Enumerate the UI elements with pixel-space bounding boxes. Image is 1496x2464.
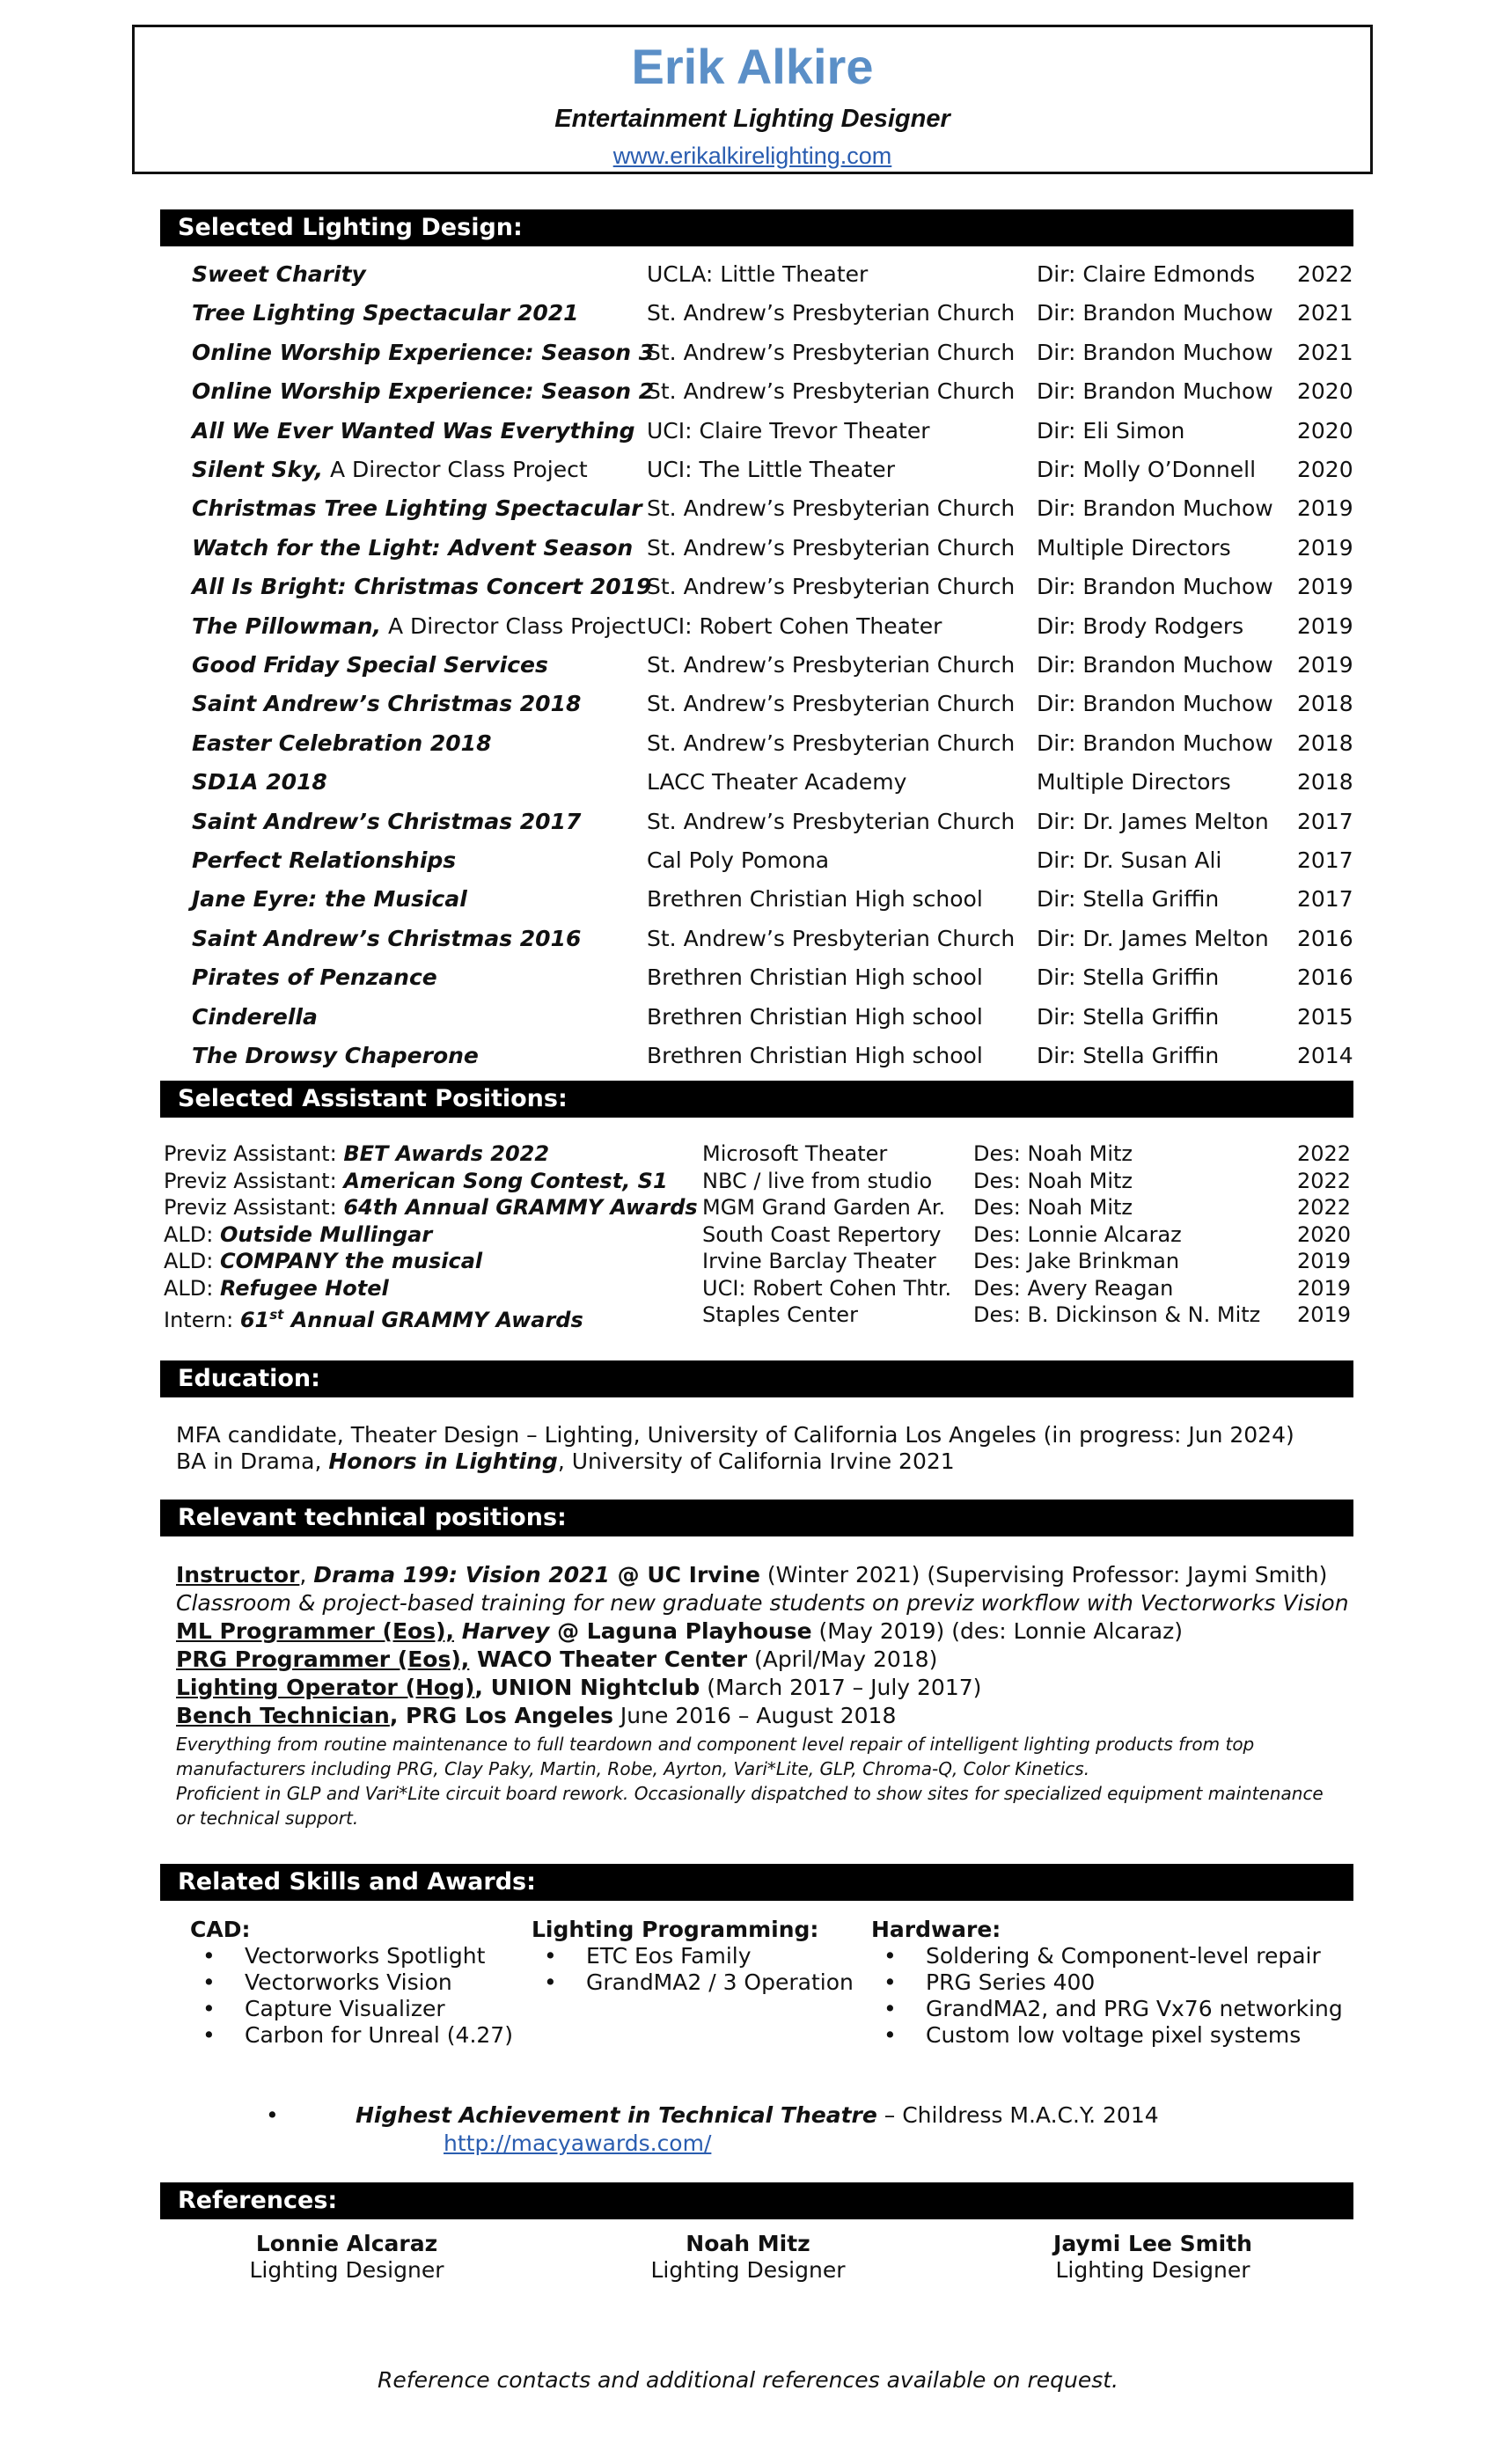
- venue: St. Andrew’s Presbyterian Church: [647, 300, 1016, 326]
- year: 2019: [1297, 534, 1353, 561]
- venue: St. Andrew’s Presbyterian Church: [647, 652, 1016, 678]
- production-name: Easter Celebration 2018: [192, 730, 492, 756]
- bullet-icon: •: [544, 1943, 557, 1969]
- assistant-year: 2022: [1297, 1195, 1352, 1220]
- lighting-row: [192, 372, 1353, 411]
- bullet-icon: •: [884, 1943, 897, 1969]
- section-skills-awards: Related Skills and Awards:: [160, 1864, 1353, 1901]
- venue: St. Andrew’s Presbyterian Church: [647, 495, 1016, 522]
- production-name: Watch for the Light: Advent Season: [192, 534, 634, 561]
- production-name: Good Friday Special Services: [192, 652, 548, 678]
- section-assistant-positions: Selected Assistant Positions:: [160, 1081, 1353, 1118]
- assistant-year: 2019: [1297, 1275, 1352, 1301]
- assistant-venue: Microsoft Theater: [702, 1141, 888, 1166]
- year: 2020: [1297, 378, 1353, 405]
- show-ordinal: st: [269, 1307, 284, 1323]
- venue: UCLA: Little Theater: [647, 261, 869, 287]
- assistant-year: 2019: [1297, 1302, 1352, 1327]
- skill-label: GrandMA2, and PRG Vx76 networking: [926, 1996, 1343, 2021]
- venue: Brethren Christian High school: [647, 964, 983, 991]
- production-name: Jane Eyre: the Musical: [192, 886, 467, 913]
- director: Dir: Brandon Muchow: [1037, 691, 1273, 717]
- show-title: 61: [239, 1308, 270, 1332]
- skill-label: Soldering & Component-level repair: [926, 1943, 1321, 1969]
- production-note: A Director Class Project: [323, 457, 588, 482]
- show-title: American Song Contest, S1: [343, 1168, 668, 1193]
- year: 2017: [1297, 886, 1353, 913]
- director: Dir: Brandon Muchow: [1037, 495, 1273, 522]
- lighting-row: [192, 763, 1353, 802]
- production-title: [192, 920, 581, 958]
- skill-label: Custom low voltage pixel systems: [926, 2022, 1302, 2048]
- lighting-row: [192, 334, 1353, 372]
- assistant-role: [164, 1275, 389, 1302]
- lighting-row: [192, 1037, 1353, 1075]
- production-title: [192, 294, 579, 333]
- production-name: Sweet Charity: [192, 261, 366, 287]
- lighting-row: [192, 489, 1353, 528]
- production-title: [192, 451, 588, 489]
- role-label: Previz Assistant:: [164, 1168, 344, 1193]
- skill-label: ETC Eos Family: [586, 1943, 752, 1969]
- references-footer: Reference contacts and additional references available on request.: [378, 2367, 1118, 2393]
- assistant-designer: Des: B. Dickinson & N. Mitz: [973, 1302, 1261, 1327]
- assistant-venue: UCI: Robert Cohen Thtr.: [702, 1275, 952, 1301]
- year: 2019: [1297, 495, 1353, 522]
- assistant-role: [164, 1221, 432, 1248]
- assistant-role: [164, 1302, 583, 1333]
- production-name: The Pillowman,: [192, 612, 382, 639]
- header: [132, 25, 1373, 174]
- production-title: [192, 685, 581, 723]
- production-title: [192, 646, 548, 685]
- skill-label: GrandMA2 / 3 Operation: [586, 1969, 854, 1995]
- year: 2022: [1297, 261, 1353, 287]
- reference-entry: [188, 2231, 505, 2284]
- production-note: A Director Class Project: [381, 612, 646, 639]
- reference-name: Jaymi Lee Smith: [1053, 2231, 1252, 2256]
- venue: St. Andrew’s Presbyterian Church: [647, 691, 1016, 717]
- skill-label: Vectorworks Vision: [245, 1969, 452, 1995]
- tech-prg-programmer: PRG Programmer (Eos), WACO Theater Center (April/May 2018): [176, 1646, 938, 1672]
- bullet-icon: •: [202, 1996, 216, 2021]
- venue: St. Andrew’s Presbyterian Church: [647, 534, 1016, 561]
- skill-item: [884, 1943, 1343, 1969]
- reference-role: Lighting Designer: [1055, 2257, 1250, 2283]
- director: Dir: Brandon Muchow: [1037, 730, 1273, 756]
- assistant-designer: Des: Jake Brinkman: [973, 1249, 1180, 1273]
- year: 2014: [1297, 1043, 1353, 1068]
- year: 2017: [1297, 808, 1353, 834]
- skill-label: Carbon for Unreal (4.27): [245, 2022, 513, 2048]
- assistant-row: [164, 1248, 1353, 1274]
- production-title: [192, 880, 467, 919]
- assistant-venue: Staples Center: [702, 1302, 858, 1327]
- lighting-row: [192, 412, 1353, 451]
- lighting-row: [192, 294, 1353, 333]
- year: 2021: [1297, 300, 1353, 326]
- year: 2015: [1297, 1003, 1353, 1030]
- assistant-row: [164, 1194, 1353, 1221]
- production-title: [192, 489, 642, 528]
- assistant-row: [164, 1168, 1353, 1194]
- section-technical-positions: Relevant technical positions:: [160, 1500, 1353, 1536]
- venue: St. Andrew’s Presbyterian Church: [647, 925, 1016, 951]
- bullet-icon: •: [884, 2022, 897, 2048]
- lighting-row: [192, 255, 1353, 294]
- production-title: [192, 529, 633, 568]
- assistant-year: 2022: [1297, 1141, 1352, 1166]
- director: Dir: Stella Griffin: [1037, 964, 1220, 991]
- skill-item: [202, 1969, 513, 1996]
- assistant-venue: South Coast Repertory: [702, 1221, 942, 1247]
- award-link[interactable]: http://macyawards.com/: [444, 2130, 712, 2156]
- director: Dir: Brandon Muchow: [1037, 339, 1273, 365]
- production-title: [192, 724, 491, 763]
- production-title: [192, 412, 635, 451]
- show-title: COMPANY the musical: [219, 1249, 483, 1273]
- role-label: Intern:: [164, 1308, 240, 1332]
- year: 2019: [1297, 612, 1353, 639]
- show-title: 64th Annual GRAMMY Awards: [343, 1195, 698, 1220]
- year: 2019: [1297, 574, 1353, 600]
- tech-bench-desc-1: Everything from routine maintenance to full teardown and component level repair of intelligent lighting products from top: [176, 1734, 1255, 1755]
- bullet-icon: •: [544, 1969, 557, 1995]
- production-title: [192, 763, 327, 802]
- bullet-icon: •: [202, 1969, 216, 1995]
- production-name: Saint Andrew’s Christmas 2017: [192, 808, 582, 834]
- production-name: The Drowsy Chaperone: [192, 1043, 479, 1068]
- lighting-row: [192, 451, 1353, 489]
- production-name: SD1A 2018: [192, 769, 327, 796]
- education-ba: BA in Drama, Honors in Lighting, University of California Irvine 2021: [176, 1448, 955, 1474]
- lighting-row: [192, 880, 1353, 919]
- production-name: All We Ever Wanted Was Everything: [192, 417, 635, 444]
- assistant-designer: Des: Noah Mitz: [973, 1195, 1133, 1220]
- production-name: Christmas Tree Lighting Spectacular: [192, 495, 642, 522]
- bullet-icon: •: [884, 1969, 897, 1995]
- production-name: Online Worship Experience: Season 3: [192, 339, 655, 365]
- production-title: [192, 803, 581, 841]
- venue: St. Andrew’s Presbyterian Church: [647, 730, 1016, 756]
- year: 2020: [1297, 457, 1353, 482]
- year: 2018: [1297, 691, 1353, 717]
- year: 2018: [1297, 769, 1353, 796]
- director: Dir: Stella Griffin: [1037, 1043, 1220, 1068]
- venue: UCI: Claire Trevor Theater: [647, 417, 930, 444]
- assistant-venue: NBC / live from studio: [702, 1168, 933, 1193]
- skill-item: [544, 1943, 854, 1969]
- reference-entry: [590, 2231, 906, 2284]
- director: Dir: Brandon Muchow: [1037, 574, 1273, 600]
- bullet-icon: •: [202, 2022, 216, 2048]
- production-name: Saint Andrew’s Christmas 2016: [192, 925, 582, 951]
- show-title: Outside Mullingar: [219, 1221, 433, 1247]
- assistant-row: [164, 1221, 1353, 1248]
- assistant-role: [164, 1248, 482, 1274]
- lighting-row: [192, 920, 1353, 958]
- lighting-row: [192, 685, 1353, 723]
- section-references: References:: [160, 2182, 1353, 2219]
- director: Dir: Brandon Muchow: [1037, 652, 1273, 678]
- production-name: Pirates of Penzance: [192, 964, 437, 991]
- venue: St. Andrew’s Presbyterian Church: [647, 574, 1016, 600]
- lighting-row: [192, 607, 1353, 646]
- assistant-venue: Irvine Barclay Theater: [702, 1249, 936, 1273]
- role-label: ALD:: [164, 1221, 220, 1247]
- skills-cad-title: CAD:: [190, 1917, 251, 1942]
- skill-item: [884, 2022, 1343, 2049]
- show-title: Refugee Hotel: [219, 1275, 389, 1301]
- venue: Brethren Christian High school: [647, 1043, 983, 1068]
- director: Dir: Brody Rodgers: [1037, 612, 1244, 639]
- tech-lighting-operator: Lighting Operator (Hog), UNION Nightclub (March 2017 – July 2017): [176, 1675, 982, 1700]
- production-name: Online Worship Experience: Season 2: [192, 378, 655, 405]
- lighting-row: [192, 803, 1353, 841]
- reference-entry: [994, 2231, 1311, 2284]
- venue: UCI: Robert Cohen Theater: [647, 612, 942, 639]
- director: Dir: Dr. James Melton: [1037, 925, 1269, 951]
- skill-item: [202, 1943, 513, 1969]
- skill-label: PRG Series 400: [926, 1969, 1096, 1995]
- assistant-year: 2019: [1297, 1249, 1352, 1273]
- production-title: [192, 372, 654, 411]
- reference-role: Lighting Designer: [650, 2257, 846, 2283]
- year: 2016: [1297, 925, 1353, 951]
- production-name: Tree Lighting Spectacular 2021: [192, 300, 579, 326]
- venue: St. Andrew’s Presbyterian Church: [647, 378, 1016, 405]
- lighting-row: [192, 529, 1353, 568]
- show-title: BET Awards 2022: [343, 1141, 550, 1166]
- reference-name: Lonnie Alcaraz: [255, 2231, 438, 2256]
- tech-bench-desc-2: manufacturers including PRG, Clay Paky, Martin, Robe, Ayrton, Vari*Lite, GLP, Chroma-Q, Color Kinetics.: [176, 1758, 1090, 1779]
- assistant-role: [164, 1194, 698, 1221]
- director: Multiple Directors: [1037, 534, 1231, 561]
- venue: Brethren Christian High school: [647, 1003, 983, 1030]
- assistant-row: [164, 1302, 1353, 1332]
- bullet-icon: •: [884, 1996, 897, 2021]
- skill-item: [884, 1996, 1343, 2022]
- skills-hardware-title: Hardware:: [871, 1917, 1001, 1942]
- assistant-venue: MGM Grand Garden Ar.: [702, 1195, 946, 1220]
- assistant-designer: Des: Lonnie Alcaraz: [973, 1221, 1182, 1247]
- skills-programming-title: Lighting Programming:: [532, 1917, 819, 1942]
- skills-cad: [190, 1917, 513, 2049]
- production-title: [192, 1037, 479, 1075]
- production-title: [192, 958, 437, 997]
- assistant-row: [164, 1275, 1353, 1302]
- lighting-row: [192, 724, 1353, 763]
- tech-instructor: Instructor, Drama 199: Vision 2021 @ UC Irvine (Winter 2021) (Supervising Professor: Jaymi Smith): [176, 1562, 1328, 1588]
- assistant-year: 2020: [1297, 1221, 1352, 1247]
- role-label: Previz Assistant:: [164, 1141, 344, 1166]
- tech-instructor-desc: Classroom & project-based training for new graduate students on previz workflow with Vectorworks Vision: [176, 1590, 1349, 1616]
- award-entry: Highest Achievement in Technical Theatre – Childress M.A.C.Y. 2014: [356, 2102, 1159, 2128]
- tech-ml-programmer: ML Programmer (Eos), Harvey @ Laguna Playhouse (May 2019) (des: Lonnie Alcaraz): [176, 1618, 1183, 1644]
- production-name: All Is Bright: Christmas Concert 2019: [192, 574, 652, 600]
- year: 2016: [1297, 964, 1353, 991]
- director: Multiple Directors: [1037, 769, 1231, 796]
- production-name: Cinderella: [192, 1003, 318, 1030]
- skill-label: Vectorworks Spotlight: [245, 1943, 486, 1969]
- director: Dir: Molly O’Donnell: [1037, 457, 1257, 482]
- year: 2019: [1297, 652, 1353, 678]
- venue: UCI: The Little Theater: [647, 457, 895, 482]
- tech-bench-desc-3: Proficient in GLP and Vari*Lite circuit board rework. Occasionally dispatched to show sites for specialized equipment maintenance: [176, 1783, 1324, 1804]
- assistant-designer: Des: Noah Mitz: [973, 1141, 1133, 1166]
- director: Dir: Dr. Susan Ali: [1037, 847, 1222, 873]
- skills-programming: [532, 1917, 854, 1996]
- section-lighting-design: Selected Lighting Design:: [160, 209, 1353, 246]
- tech-bench-technician: Bench Technician, PRG Los Angeles June 2016 – August 2018: [176, 1703, 897, 1728]
- section-education: Education:: [160, 1360, 1353, 1397]
- director: Dir: Brandon Muchow: [1037, 300, 1273, 326]
- lighting-row: [192, 998, 1353, 1037]
- role-label: ALD:: [164, 1249, 220, 1273]
- year: 2021: [1297, 339, 1353, 365]
- production-title: [192, 841, 456, 880]
- lighting-row: [192, 646, 1353, 685]
- production-title: [192, 255, 366, 294]
- production-title: [192, 568, 651, 606]
- skills-hardware: [871, 1917, 1343, 2049]
- assistant-designer: Des: Avery Reagan: [973, 1275, 1174, 1301]
- production-title: [192, 334, 654, 372]
- designer-title: Entertainment Lighting Designer: [554, 104, 950, 133]
- production-title: [192, 998, 318, 1037]
- skill-item: [202, 1996, 513, 2022]
- assistant-role: [164, 1168, 668, 1194]
- reference-role: Lighting Designer: [249, 2257, 444, 2283]
- year: 2020: [1297, 417, 1353, 444]
- production-name: Saint Andrew’s Christmas 2018: [192, 691, 582, 717]
- year: 2017: [1297, 847, 1353, 873]
- designer-name: Erik Alkire: [631, 39, 874, 94]
- assistant-role: [164, 1140, 549, 1167]
- venue: Brethren Christian High school: [647, 886, 983, 913]
- venue: St. Andrew’s Presbyterian Church: [647, 808, 1016, 834]
- lighting-row: [192, 958, 1353, 997]
- venue: LACC Theater Academy: [647, 769, 907, 796]
- assistant-year: 2022: [1297, 1168, 1352, 1193]
- production-name: Silent Sky,: [192, 457, 324, 482]
- skill-item: [544, 1969, 854, 1996]
- lighting-row: [192, 841, 1353, 880]
- role-label: ALD:: [164, 1275, 220, 1301]
- education-mfa: MFA candidate, Theater Design – Lighting, University of California Los Angeles (in progress: Jun 2024): [176, 1422, 1294, 1448]
- tech-bench-desc-4: or technical support.: [176, 1808, 359, 1829]
- director: Dir: Claire Edmonds: [1037, 261, 1256, 287]
- production-name: Perfect Relationships: [192, 847, 457, 873]
- award-bullet: •: [266, 2102, 279, 2128]
- year: 2018: [1297, 730, 1353, 756]
- website-link[interactable]: www.erikalkirelighting.com: [612, 142, 892, 169]
- show-title-rest: Annual GRAMMY Awards: [283, 1308, 583, 1332]
- director: Dir: Dr. James Melton: [1037, 808, 1269, 834]
- assistant-designer: Des: Noah Mitz: [973, 1168, 1133, 1193]
- director: Dir: Stella Griffin: [1037, 886, 1220, 913]
- director: Dir: Eli Simon: [1037, 417, 1185, 444]
- reference-name: Noah Mitz: [686, 2231, 810, 2256]
- skill-item: [884, 1969, 1343, 1996]
- lighting-row: [192, 568, 1353, 606]
- skill-label: Capture Visualizer: [245, 1996, 445, 2021]
- venue: St. Andrew’s Presbyterian Church: [647, 339, 1016, 365]
- production-title: [192, 607, 646, 646]
- role-label: Previz Assistant:: [164, 1195, 344, 1220]
- director: Dir: Brandon Muchow: [1037, 378, 1273, 405]
- assistant-row: [164, 1140, 1353, 1167]
- skill-item: [202, 2022, 513, 2049]
- venue: Cal Poly Pomona: [647, 847, 830, 873]
- bullet-icon: •: [202, 1943, 216, 1969]
- director: Dir: Stella Griffin: [1037, 1003, 1220, 1030]
